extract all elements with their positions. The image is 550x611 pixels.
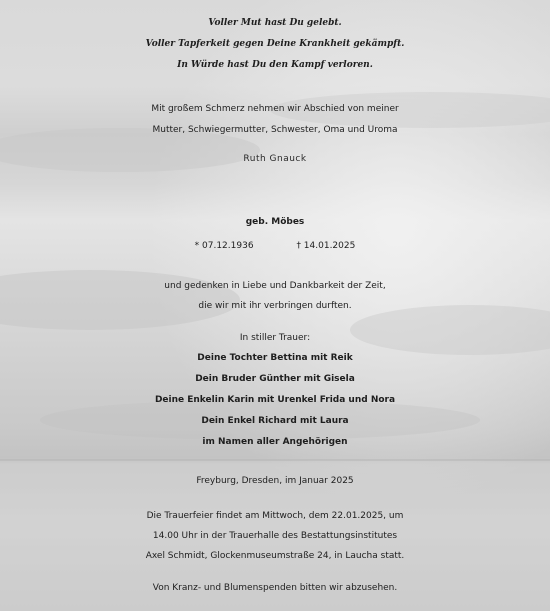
place-date: Freyburg, Dresden, im Januar 2025	[196, 476, 354, 486]
gratitude-line: und gedenken in Liebe und Dankbarkeit der Zeit,	[164, 281, 386, 291]
funeral-line: Axel Schmidt, Glockenmuseumstraße 24, in Laucha statt.	[145, 551, 405, 561]
death-date: † 14.01.2025	[296, 241, 356, 251]
poem-line: In Würde hast Du den Kampf verloren.	[177, 60, 373, 70]
mourner-line: Dein Bruder Günther mit Gisela	[195, 374, 355, 384]
poem-line: Voller Tapferkeit gegen Deine Krankheit gekämpft.	[145, 39, 405, 49]
mourner-line: Deine Enkelin Karin mit Urenkel Frida und Nora	[154, 395, 396, 405]
mourning-heading: In stiller Trauer:	[239, 333, 311, 343]
maiden-name: geb. Möbes	[245, 217, 305, 227]
intro-line: Mit großem Schmerz nehmen wir Abschied von meiner	[151, 104, 399, 114]
mourner-line: Deine Tochter Bettina mit Reik	[197, 353, 353, 363]
funeral-line: Die Trauerfeier findet am Mittwoch, dem 22.01.2025, um	[146, 511, 404, 521]
mourner-line: im Namen aller Angehörigen	[202, 437, 348, 447]
life-dates	[0, 241, 550, 251]
funeral-line: 14.00 Uhr in der Trauerhalle des Bestattungsinstitutes	[152, 531, 398, 541]
mourner-line: Dein Enkel Richard mit Laura	[201, 416, 349, 426]
intro-line: Mutter, Schwiegermutter, Schwester, Oma und Uroma	[152, 125, 398, 135]
gratitude-line: die wir mit ihr verbringen durften.	[198, 301, 352, 311]
birth-date: * 07.12.1936	[194, 241, 254, 251]
closing-note: Von Kranz- und Blumenspenden bitten wir abzusehen.	[152, 583, 398, 593]
deceased-name: Ruth Gnauck	[243, 154, 307, 164]
poem-line: Voller Mut hast Du gelebt.	[208, 18, 342, 28]
